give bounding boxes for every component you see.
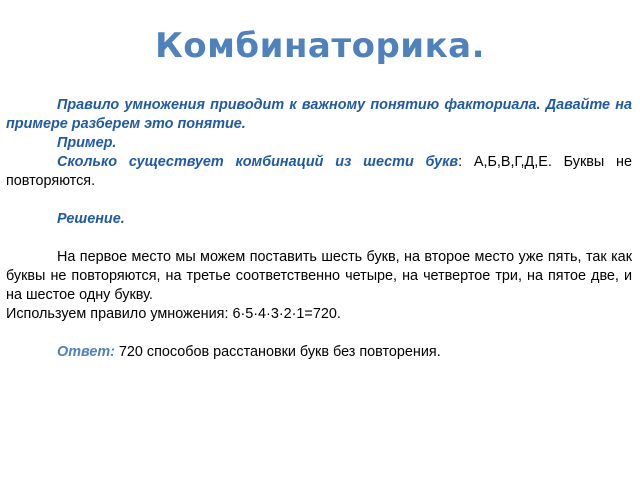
rule-paragraph: Используем правило умножения: 6·5·4·3·2·1=720.	[6, 306, 341, 322]
answer-text: 720 способов расстановки букв без повторения.	[114, 344, 441, 360]
spacer	[6, 229, 632, 248]
solution-label: Решение.	[57, 211, 125, 227]
answer-paragraph	[6, 343, 632, 362]
question-prompt: Сколько существует комбинаций из шести букв	[57, 154, 459, 170]
slide-body	[6, 96, 632, 362]
solution-paragraph: На первое место мы можем поставить шесть букв, на второе место уже пять, так как буквы не повторяются, на третье соответственно четыре, на четвертое три, на пятое две, и на шестое одну букву.	[6, 249, 632, 303]
slide-title: Комбинаторика.	[154, 26, 486, 66]
question-paragraph	[6, 153, 632, 191]
example-label: Пример.	[57, 135, 117, 151]
question-rest: : А,Б,В,Г,Д,Е. Буквы не повторяются.	[6, 154, 632, 189]
spacer	[6, 324, 632, 343]
spacer	[6, 191, 632, 210]
intro-paragraph: Правило умножения приводит к важному понятию факториала. Давайте на примере разберем это понятие.	[6, 97, 632, 132]
answer-label: Ответ:	[57, 344, 115, 360]
